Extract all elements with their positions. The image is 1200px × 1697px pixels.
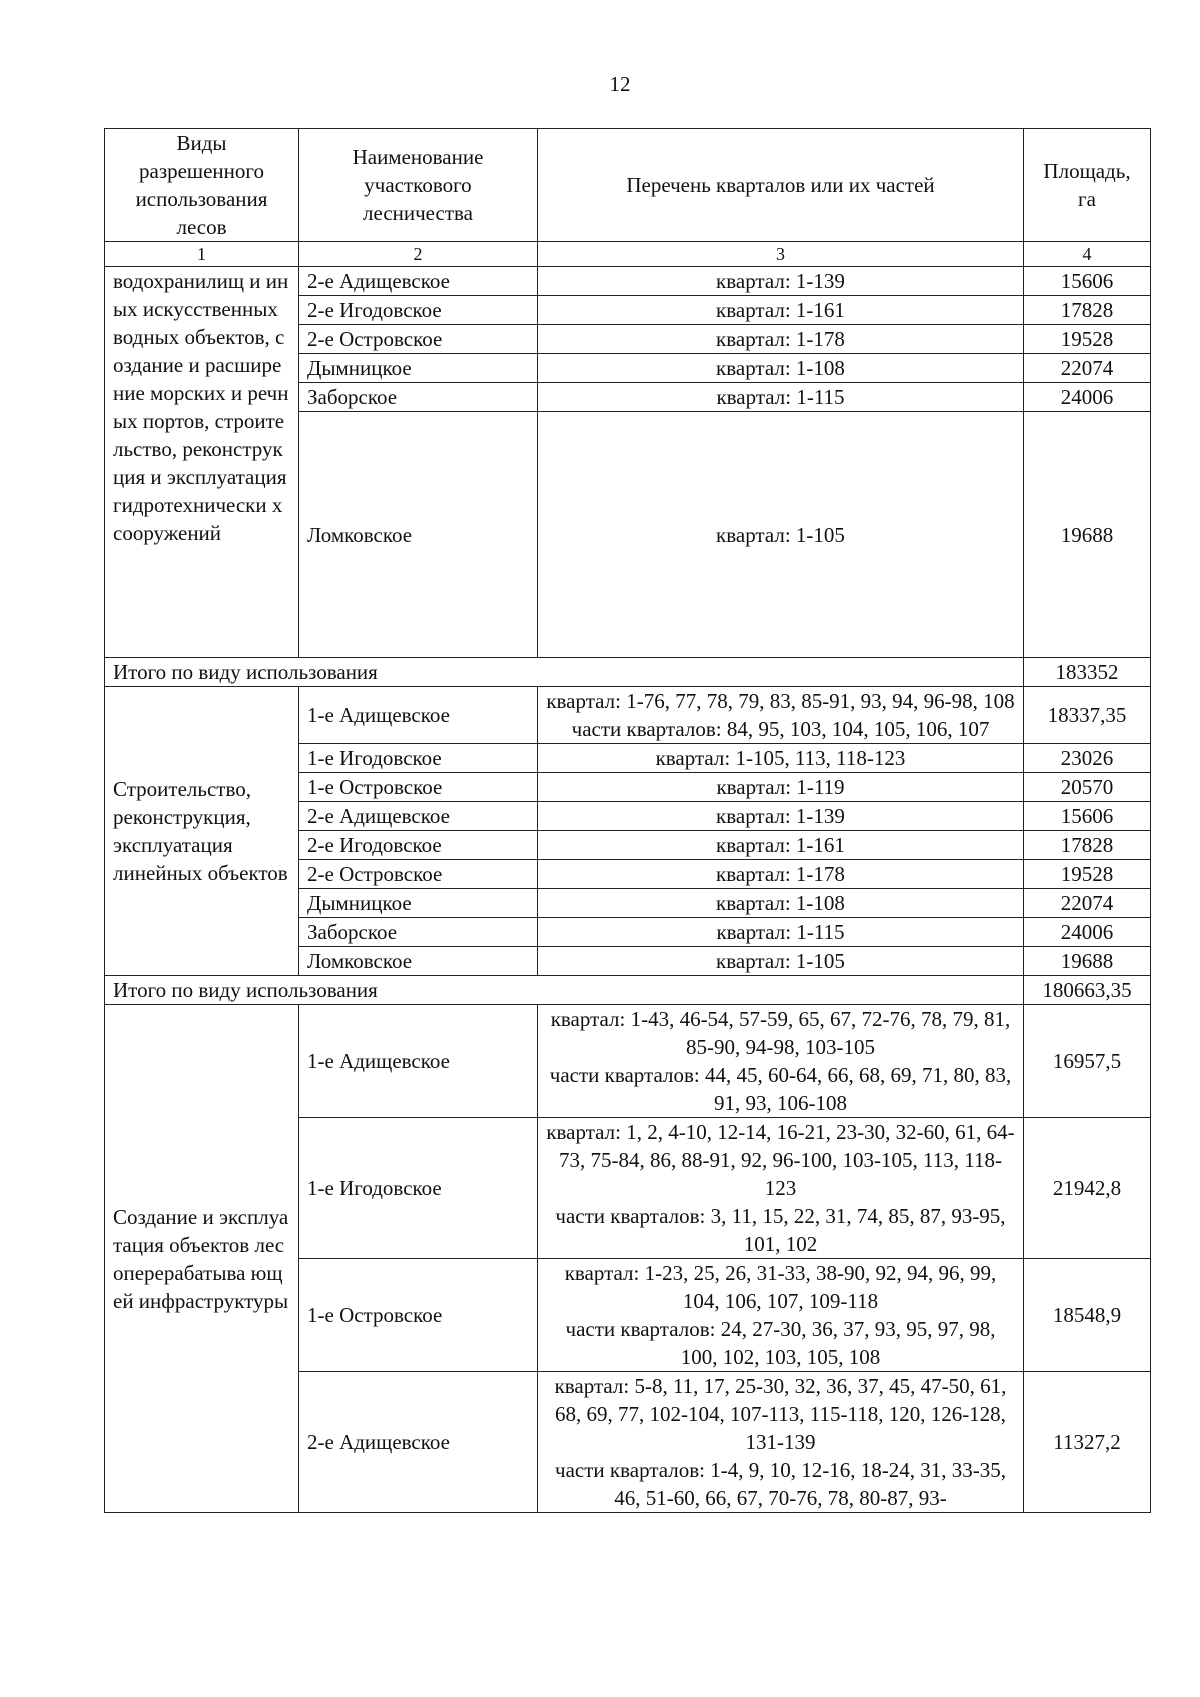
area-cell: 11327,2 [1024, 1372, 1151, 1513]
area-cell: 21942,8 [1024, 1118, 1151, 1259]
use-type-cell: Создание и эксплуатация объектов лесоперерабатыва ющей инфраструктуры [105, 1005, 299, 1513]
page-number: 12 [609, 72, 631, 96]
area-cell: 16957,5 [1024, 1005, 1151, 1118]
area-cell: 19688 [1024, 947, 1151, 976]
area-cell: 23026 [1024, 744, 1151, 773]
header-forestry: Наименование участкового лесничества [299, 129, 538, 242]
quarter-parts-list: части кварталов: 24, 27-30, 36, 37, 93, 95, 97, 98, 100, 102, 103, 105, 108 [565, 1317, 996, 1369]
quarters-cell: квартал: 1-105, 113, 118-123 [538, 744, 1024, 773]
forestry-cell: Ломковское [299, 412, 538, 658]
area-cell: 15606 [1024, 802, 1151, 831]
total-row [105, 976, 1151, 1005]
forestry-cell: 1-е Адищевское [299, 687, 538, 744]
area-cell: 19528 [1024, 325, 1151, 354]
forestry-cell: 2-е Игодовское [299, 831, 538, 860]
forestry-cell: Заборское [299, 918, 538, 947]
forestry-cell: 2-е Островское [299, 325, 538, 354]
quarters-cell [538, 687, 1024, 744]
quarters-cell: квартал: 1-105 [538, 412, 1024, 658]
column-number-row [105, 242, 1151, 267]
quarter-parts-list: части кварталов: 84, 95, 103, 104, 105, 106, 107 [571, 717, 990, 741]
forestry-cell: Заборское [299, 383, 538, 412]
forestry-cell: 2-е Адищевское [299, 267, 538, 296]
quarters-cell: квартал: 1-119 [538, 773, 1024, 802]
quarters-list: квартал: 5-8, 11, 17, 25-30, 32, 36, 37, 45, 47-50, 61, 68, 69, 77, 102-104, 107-113, 115-118, 120, 126-128, 131-139 [554, 1374, 1007, 1454]
area-cell: 22074 [1024, 889, 1151, 918]
quarters-cell: квартал: 1-115 [538, 918, 1024, 947]
quarters-list: квартал: 1-43, 46-54, 57-59, 65, 67, 72-76, 78, 79, 81, 85-90, 94-98, 103-105 [550, 1007, 1011, 1059]
quarters-cell: квартал: 1-108 [538, 889, 1024, 918]
forestry-cell: 1-е Островское [299, 773, 538, 802]
quarter-parts-list: части кварталов: 44, 45, 60-64, 66, 68, 69, 71, 80, 83, 91, 93, 106-108 [549, 1063, 1012, 1115]
area-cell: 24006 [1024, 383, 1151, 412]
quarters-cell: квартал: 1-105 [538, 947, 1024, 976]
area-cell: 24006 [1024, 918, 1151, 947]
total-row [105, 658, 1151, 687]
forestry-cell: 2-е Игодовское [299, 296, 538, 325]
quarters-list: квартал: 1-76, 77, 78, 79, 83, 85-91, 93, 94, 96-98, 108 [546, 689, 1015, 713]
quarters-list: квартал: 1-23, 25, 26, 31-33, 38-90, 92, 94, 96, 99, 104, 106, 107, 109-118 [564, 1261, 997, 1313]
table-header-row [105, 129, 1151, 242]
area-cell: 17828 [1024, 296, 1151, 325]
forestry-cell: Дымницкое [299, 889, 538, 918]
quarters-cell [538, 1372, 1024, 1513]
quarters-cell: квартал: 1-108 [538, 354, 1024, 383]
area-cell: 17828 [1024, 831, 1151, 860]
quarters-list: квартал: 1, 2, 4-10, 12-14, 16-21, 23-30, 32-60, 61, 64-73, 75-84, 86, 88-91, 92, 96-100, 103-105, 113, 118-123 [546, 1120, 1015, 1200]
area-cell: 19528 [1024, 860, 1151, 889]
forestry-cell: Дымницкое [299, 354, 538, 383]
forestry-cell: 2-е Адищевское [299, 1372, 538, 1513]
quarters-cell [538, 1259, 1024, 1372]
table-row [105, 1005, 1151, 1118]
quarters-cell: квартал: 1-161 [538, 831, 1024, 860]
quarters-cell: квартал: 1-178 [538, 325, 1024, 354]
forestry-cell: 1-е Игодовское [299, 744, 538, 773]
use-type-cell: Строительство, реконструкция, эксплуатация линейных объектов [105, 687, 299, 976]
forestry-cell: 1-е Островское [299, 1259, 538, 1372]
area-cell: 15606 [1024, 267, 1151, 296]
column-number: 2 [299, 242, 538, 267]
header-area: Площадь, га [1024, 129, 1151, 242]
area-cell: 20570 [1024, 773, 1151, 802]
area-cell: 18548,9 [1024, 1259, 1151, 1372]
quarters-cell [538, 1118, 1024, 1259]
area-cell: 19688 [1024, 412, 1151, 658]
forestry-cell: Ломковское [299, 947, 538, 976]
quarters-cell: квартал: 1-139 [538, 802, 1024, 831]
quarters-cell [538, 1005, 1024, 1118]
total-value: 180663,35 [1024, 976, 1151, 1005]
use-type-cell: водохранилищ и иных искусственных водных объектов, создание и расширение морских и речных портов, строительство, реконструкция и эксплуатация гидротехнически х сооружений [105, 267, 299, 658]
forestry-cell: 2-е Адищевское [299, 802, 538, 831]
quarters-cell: квартал: 1-115 [538, 383, 1024, 412]
column-number: 3 [538, 242, 1024, 267]
table-row [105, 267, 1151, 296]
total-value: 183352 [1024, 658, 1151, 687]
total-label: Итого по виду использования [105, 976, 1024, 1005]
quarters-cell: квартал: 1-178 [538, 860, 1024, 889]
forest-use-table [104, 128, 1151, 1513]
quarters-cell: квартал: 1-139 [538, 267, 1024, 296]
area-cell: 18337,35 [1024, 687, 1151, 744]
forestry-cell: 1-е Адищевское [299, 1005, 538, 1118]
column-number: 4 [1024, 242, 1151, 267]
forestry-cell: 1-е Игодовское [299, 1118, 538, 1259]
area-cell: 22074 [1024, 354, 1151, 383]
table-row [105, 687, 1151, 744]
column-number: 1 [105, 242, 299, 267]
quarters-cell: квартал: 1-161 [538, 296, 1024, 325]
quarter-parts-list: части кварталов: 3, 11, 15, 22, 31, 74, 85, 87, 93-95, 101, 102 [555, 1204, 1006, 1256]
header-quarters: Перечень кварталов или их частей [538, 129, 1024, 242]
forestry-cell: 2-е Островское [299, 860, 538, 889]
total-label: Итого по виду использования [105, 658, 1024, 687]
header-use-type: Виды разрешенного использования лесов [105, 129, 299, 242]
quarter-parts-list: части кварталов: 1-4, 9, 10, 12-16, 18-24, 31, 33-35, 46, 51-60, 66, 67, 70-76, 78, 80-87, 93- [555, 1458, 1006, 1510]
